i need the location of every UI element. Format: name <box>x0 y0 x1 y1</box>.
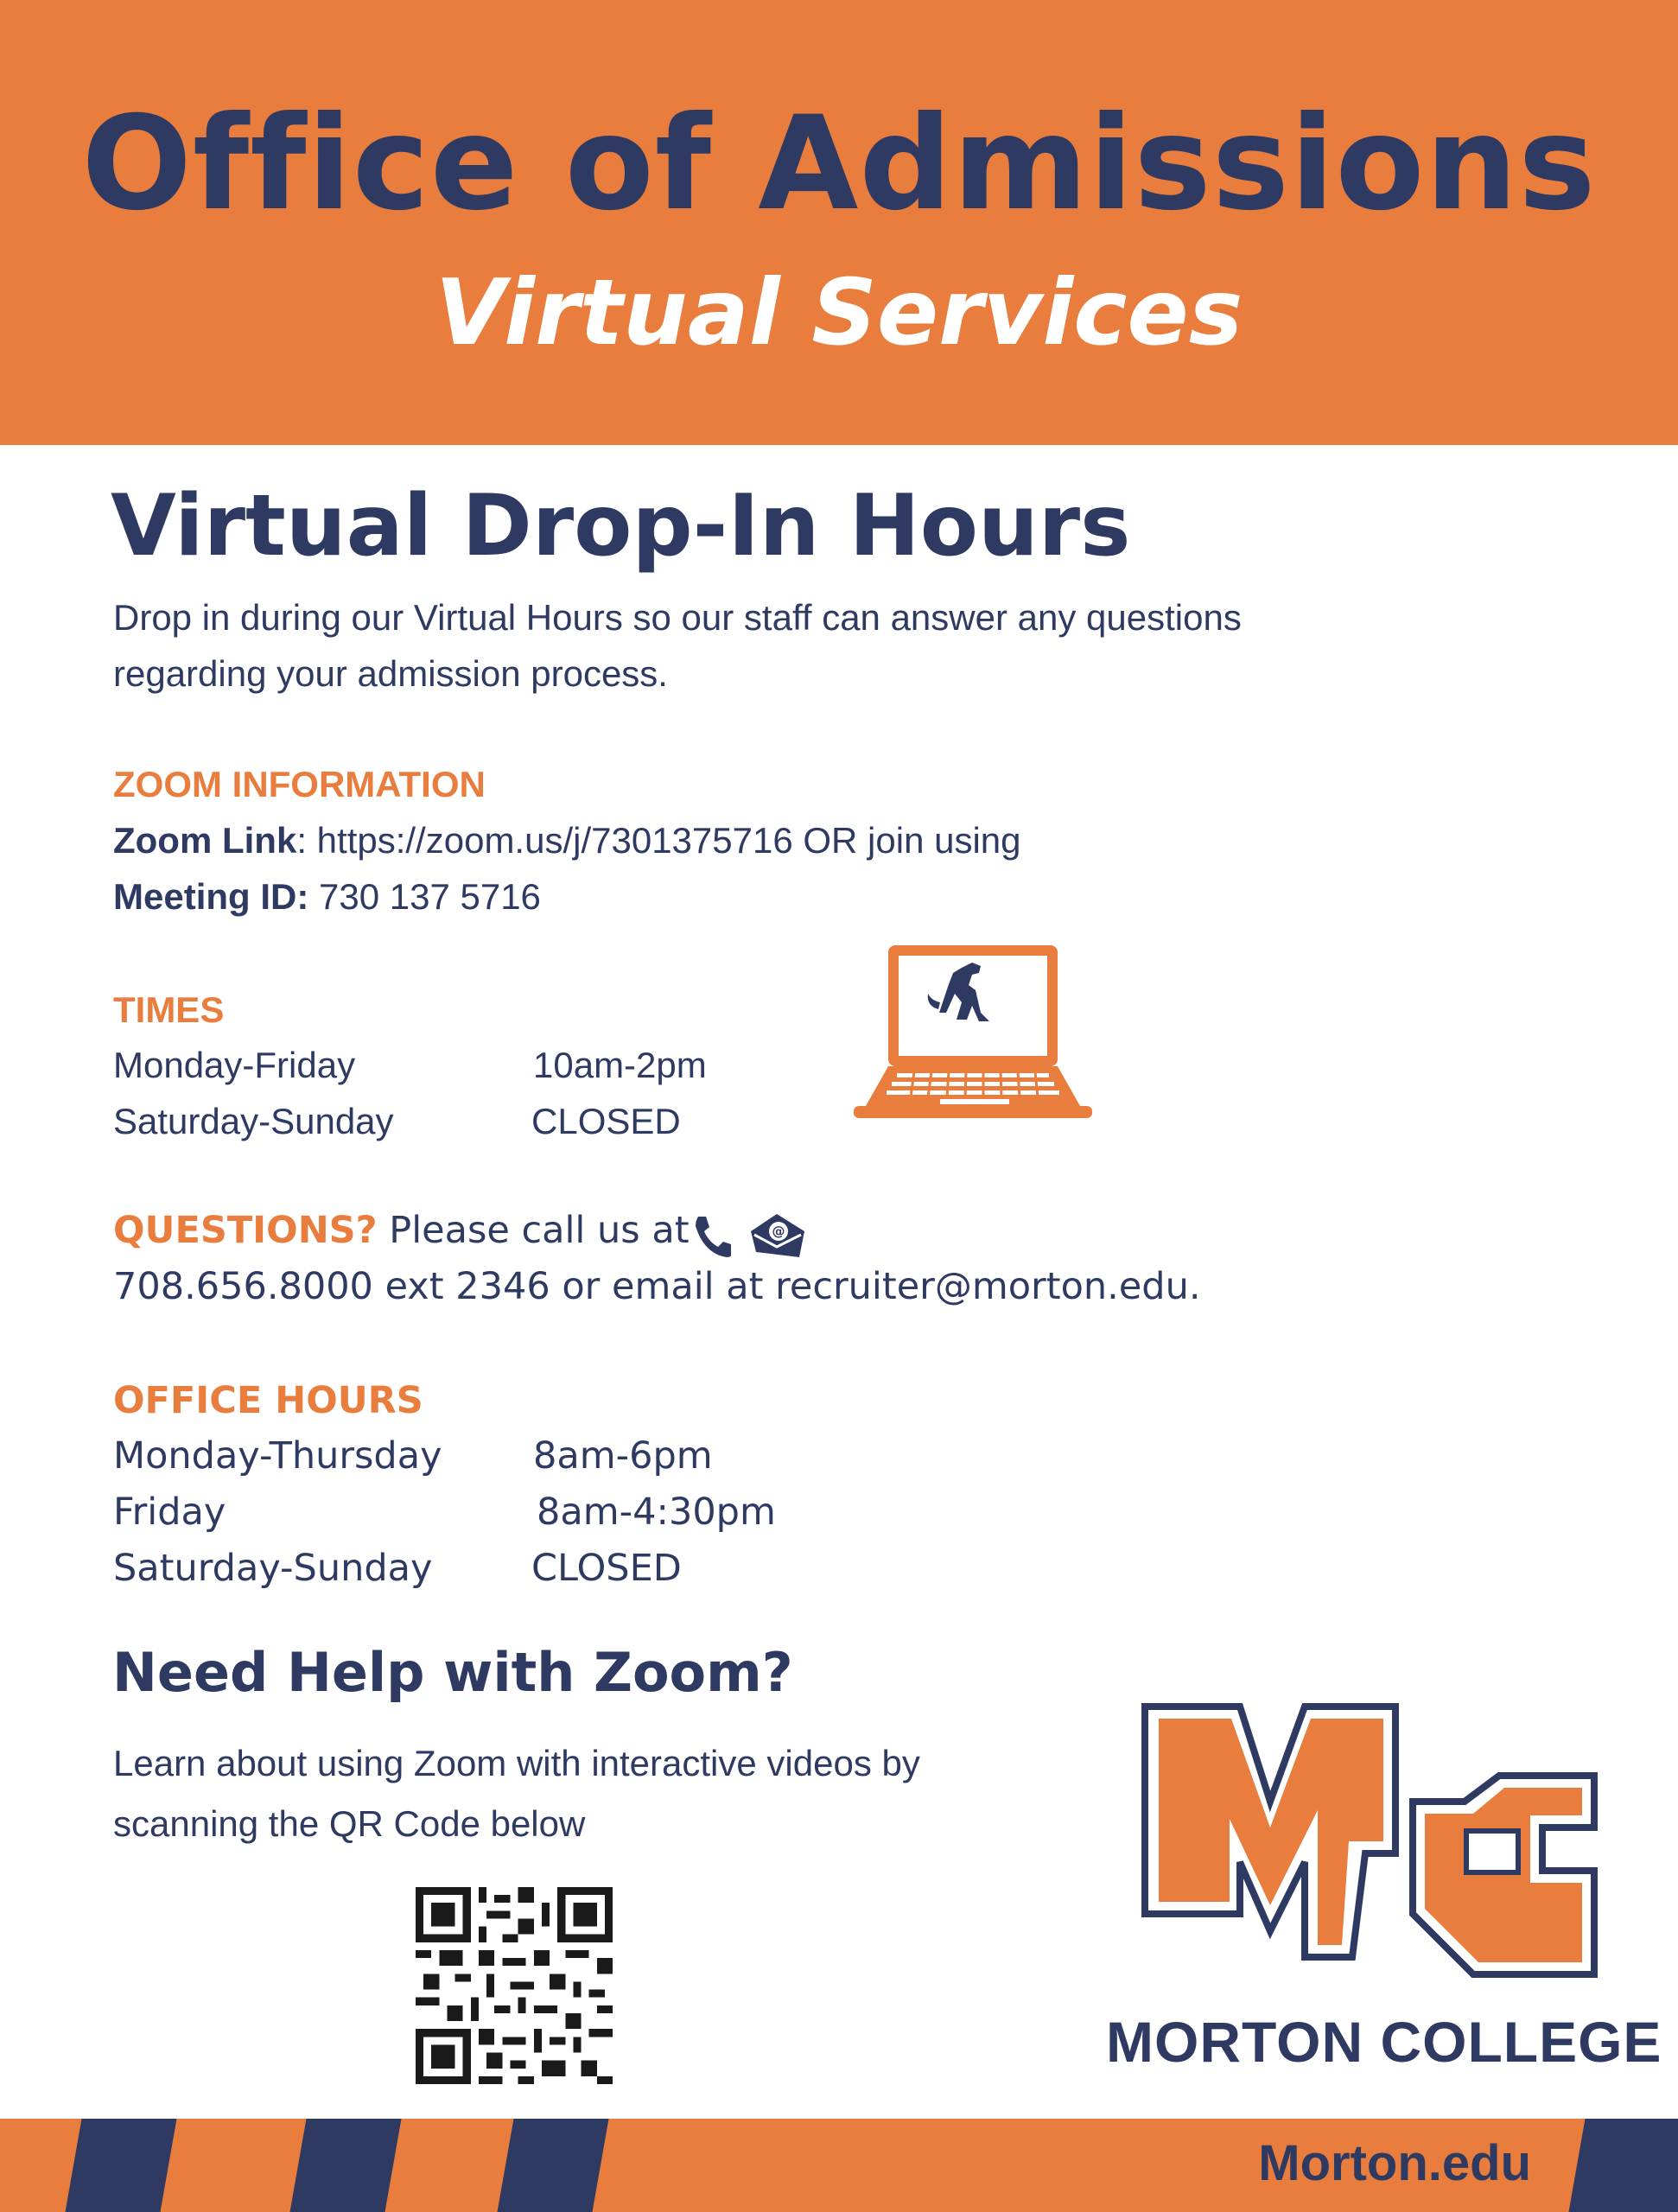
college-name: MORTON COLLEGE <box>1106 2010 1662 2074</box>
laptop-icon <box>854 942 1100 1132</box>
meeting-id-label: Meeting ID: <box>113 876 309 917</box>
dropin-intro-line1: Drop in during our Virtual Hours so our staff can answer any questions <box>113 597 1242 638</box>
zoom-link-row <box>113 820 1021 861</box>
footer-stripe <box>1568 2119 1678 2212</box>
times-section-label: TIMES <box>113 989 225 1030</box>
zoom-link-value[interactable]: : https://zoom.us/j/7301375716 OR join using <box>296 820 1021 861</box>
questions-label: QUESTIONS? <box>113 1209 378 1252</box>
meeting-id-row <box>113 876 541 917</box>
office-hours-2: CLOSED <box>531 1547 682 1590</box>
qr-code-icon[interactable] <box>416 1886 613 2085</box>
times-days-0: Monday-Friday <box>113 1045 356 1085</box>
email-icon[interactable] <box>747 1212 808 1261</box>
office-hours-label: OFFICE HOURS <box>113 1379 423 1422</box>
times-hours-1: CLOSED <box>531 1101 681 1141</box>
page-subtitle: Virtual Services <box>435 260 1243 365</box>
help-line2: scanning the QR Code below <box>113 1803 586 1844</box>
mc-logo-icon <box>1128 1698 1611 1992</box>
office-days-0: Monday-Thursday <box>113 1434 442 1478</box>
dropin-heading: Virtual Drop-In Hours <box>111 477 1131 575</box>
svg-text:@: @ <box>772 1224 785 1239</box>
office-hours-0: 8am-6pm <box>533 1434 713 1478</box>
office-days-2: Saturday-Sunday <box>113 1547 433 1590</box>
footer-stripe <box>289 2119 401 2212</box>
office-hours-1: 8am-4:30pm <box>537 1491 776 1534</box>
meeting-id-value: 730 137 5716 <box>308 876 541 917</box>
dropin-intro <box>113 589 1409 702</box>
questions-text1: Please call us at <box>377 1209 690 1252</box>
zoom-section-label: ZOOM INFORMATION <box>113 764 486 804</box>
office-days-1: Friday <box>113 1491 226 1534</box>
questions-text2: 708.656.8000 ext 2346 or email at recruiter@morton.edu. <box>113 1265 1201 1308</box>
phone-icon[interactable] <box>691 1214 731 1257</box>
help-line1: Learn about using Zoom with interactive videos by <box>113 1743 920 1783</box>
help-text <box>113 1733 920 1854</box>
times-hours-0: 10am-2pm <box>533 1045 707 1085</box>
footer-url[interactable]: Morton.edu <box>1258 2135 1531 2191</box>
times-days-1: Saturday-Sunday <box>113 1101 394 1141</box>
help-heading: Need Help with Zoom? <box>112 1641 793 1704</box>
dropin-intro-line2: regarding your admission process. <box>113 653 668 694</box>
footer-stripe <box>497 2119 608 2212</box>
page-title: Office of Admissions <box>81 89 1597 239</box>
zoom-link-label: Zoom Link <box>113 820 297 861</box>
footer-stripe <box>65 2119 176 2212</box>
questions-row <box>113 1209 690 1252</box>
